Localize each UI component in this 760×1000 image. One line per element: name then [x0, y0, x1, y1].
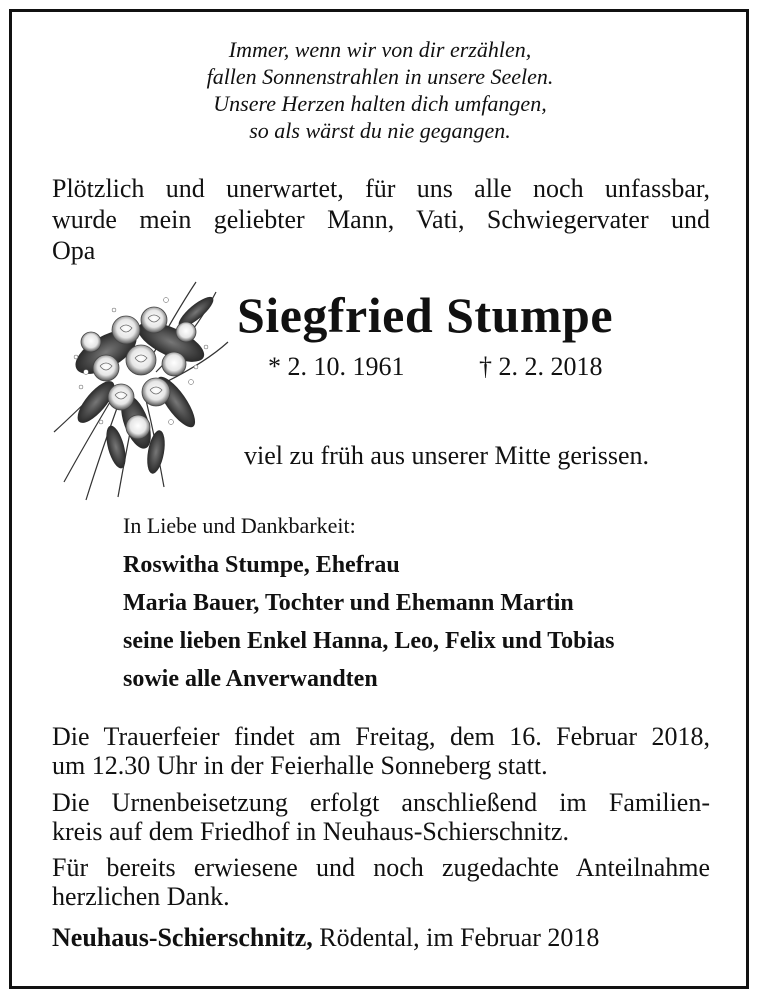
thanks-paragraph: [52, 853, 710, 911]
memorial-poem: [0, 36, 760, 144]
birth-date: * 2. 10. 1961: [268, 352, 405, 381]
deceased-name: Siegfried Stumpe: [237, 287, 614, 343]
funeral-paragraph: [52, 722, 710, 780]
mourners-intro: In Liebe und Dankbarkeit:: [123, 513, 356, 538]
poem-line: so als wärst du nie gegangen.: [249, 118, 511, 143]
poem-line: Unsere Herzen halten dich umfangen,: [213, 91, 547, 116]
burial-line: kreis auf dem Friedhof in Neuhaus-Schierschnitz.: [52, 817, 569, 846]
thanks-line: herzlichen Dank.: [52, 882, 230, 911]
intro-line: wurde mein geliebter Mann, Vati, Schwiegervater und: [52, 205, 710, 234]
death-date: † 2. 2. 2018: [479, 352, 603, 381]
mourner-line: sowie alle Anverwandten: [123, 666, 378, 692]
poem-line: fallen Sonnenstrahlen in unsere Seelen.: [206, 64, 554, 89]
mourner-line: seine lieben Enkel Hanna, Leo, Felix und Tobias: [123, 628, 615, 654]
closing-date: Rödental, im Februar 2018: [319, 923, 600, 952]
burial-line: Die Urnenbeisetzung erfolgt anschließend im Familien-: [52, 788, 710, 817]
snatched-text: viel zu früh aus unserer Mitte gerissen.: [244, 441, 650, 470]
thanks-line: Für bereits erwiesene und noch zugedachte Anteilnahme: [52, 853, 710, 882]
funeral-line: Die Trauerfeier findet am Freitag, dem 16. Februar 2018,: [52, 722, 710, 751]
intro-line: Plötzlich und unerwartet, für uns alle noch unfassbar,: [52, 174, 710, 203]
poem-line: Immer, wenn wir von dir erzählen,: [228, 37, 532, 62]
mourner-line: Roswitha Stumpe, Ehefrau: [123, 552, 400, 578]
closing-line: [52, 923, 599, 953]
closing-place: Neuhaus-Schierschnitz,: [52, 923, 313, 952]
mourner-line: Maria Bauer, Tochter und Ehemann Martin: [123, 590, 574, 616]
burial-paragraph: [52, 788, 710, 846]
funeral-line: um 12.30 Uhr in der Feierhalle Sonneberg statt.: [52, 751, 548, 780]
intro-line: Opa: [52, 236, 96, 265]
flower-bouquet-icon: [46, 272, 230, 504]
intro-paragraph: [52, 173, 710, 266]
